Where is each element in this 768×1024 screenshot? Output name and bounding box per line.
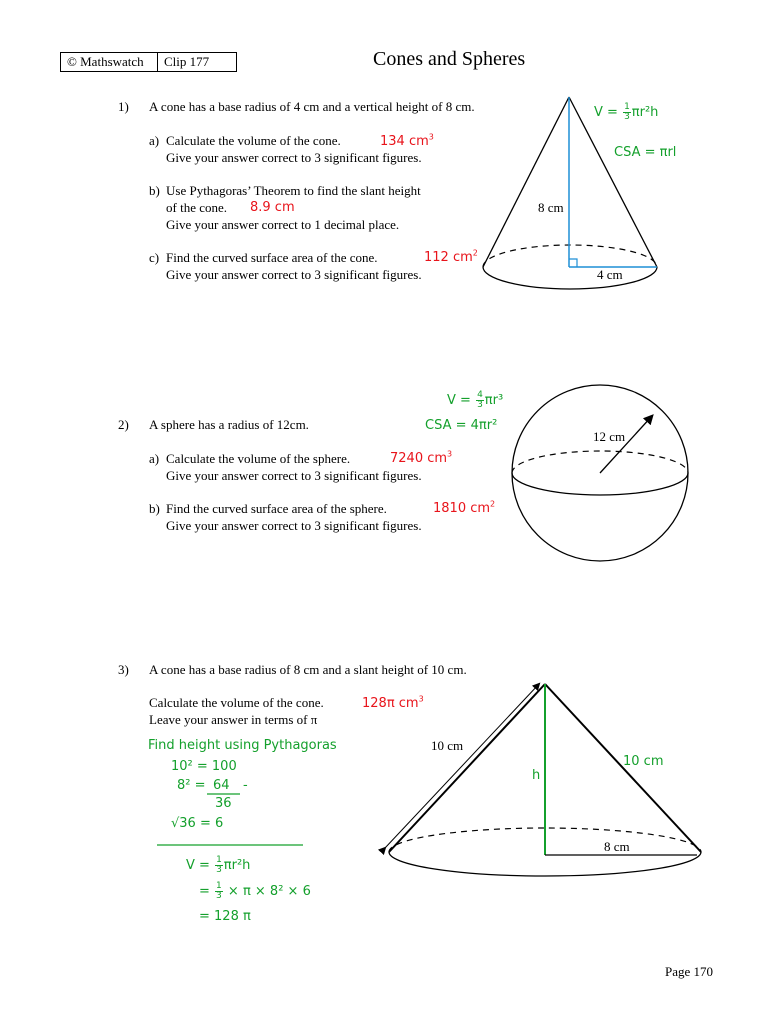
- q3-note: Leave your answer in terms of π: [149, 712, 318, 727]
- q2b-note: Give your answer correct to 3 significant figures.: [166, 518, 422, 533]
- q2-sphere-equator-front: [512, 473, 688, 495]
- q3-slant-dimension-arrow: [385, 684, 539, 848]
- q1c-answer: 112 $cm^2$: [424, 248, 478, 265]
- q3-working-line2-minus: -: [243, 778, 248, 793]
- q3-number: 3): [118, 662, 129, 677]
- q2-volume-formula: V = $\frac{4}{3}$ πr³: [447, 390, 504, 410]
- q1b-answer: 8.9 cm: [250, 200, 295, 215]
- q1a-text: Calculate the volume of the cone.: [166, 133, 341, 148]
- q3-working-line2-value: 64: [213, 778, 230, 793]
- q1-csa-formula: CSA = πrl: [614, 145, 677, 160]
- clip-label: Clip 177: [164, 54, 210, 69]
- q3-working-line5: V = $\frac{1}{3}$ πr²h: [186, 855, 251, 875]
- q2a-answer: 7240 $cm^3$: [390, 449, 453, 466]
- q1-cone-base-back: [483, 245, 657, 267]
- q3-answer: 128π $cm^3$: [362, 694, 424, 711]
- q1-cone-base-front: [483, 267, 657, 289]
- q2-diagram-radius-label: 12 cm: [593, 429, 626, 444]
- q1-diagram-radius-label: 4 cm: [597, 267, 623, 282]
- q3-working-line4: √36 = 6: [171, 816, 224, 831]
- q3-diagram-slant-left-label: 10 cm: [431, 738, 464, 753]
- q2a-label: a): [149, 451, 160, 466]
- q3-cone-left-edge: [389, 684, 545, 852]
- q1b-label: b): [149, 183, 160, 198]
- q1c-note: Give your answer correct to 3 significant figures.: [166, 267, 422, 282]
- q2b-text: Find the curved surface area of the sphere.: [166, 501, 387, 516]
- q2-csa-formula: CSA = 4πr²: [425, 418, 498, 433]
- q1-text: A cone has a base radius of 4 cm and a vertical height of 8 cm.: [149, 99, 475, 114]
- q2a-text: Calculate the volume of the sphere.: [166, 451, 351, 466]
- q3-text: A cone has a base radius of 8 cm and a slant height of 10 cm.: [149, 662, 467, 677]
- q2b-label: b): [149, 501, 160, 516]
- q3-diagram-radius-label: 8 cm: [604, 839, 630, 854]
- q3-working-line6: = $\frac{1}{3}$ × π × 8² × 6: [199, 881, 311, 901]
- q3-cone-right-edge: [545, 684, 701, 852]
- q1a-note: Give your answer correct to 3 significant figures.: [166, 150, 422, 165]
- q3-working-line1: 10² = 100: [171, 759, 237, 774]
- page-title: Cones and Spheres: [373, 48, 526, 70]
- publisher-label: © Mathswatch: [61, 53, 158, 71]
- page-number: Page 170: [665, 964, 714, 979]
- q1c-label: c): [149, 250, 160, 265]
- q1-number: 1): [118, 99, 129, 114]
- q2-sphere-equator-back: [512, 451, 688, 473]
- q1a-label: a): [149, 133, 160, 148]
- q1-cone-right-edge: [569, 97, 657, 267]
- q1b-text-line2: of the cone.: [166, 200, 228, 215]
- q1a-answer: 134 $cm^3$: [380, 132, 434, 149]
- q3-diagram-slant-right-label: 10 cm: [623, 754, 664, 769]
- q1b-note: Give your answer correct to 1 decimal place.: [166, 217, 400, 232]
- q3-cone-diagram: [385, 684, 701, 876]
- q2-sphere-diagram: [512, 385, 688, 561]
- q1-diagram-height-label: 8 cm: [538, 200, 564, 215]
- q3-working-line7: = 128 π: [199, 909, 251, 924]
- q1b-text-line1: Use Pythagoras’ Theorem to find the slant height: [166, 183, 421, 198]
- q2a-note: Give your answer correct to 3 significant figures.: [166, 468, 422, 483]
- q3-task: Calculate the volume of the cone.: [149, 695, 324, 710]
- q1-right-angle-mark: [569, 259, 577, 267]
- q2-sphere-radius-arrow: [600, 416, 652, 473]
- q1-cone-diagram: [483, 97, 657, 289]
- q3-diagram-height-label: h: [532, 768, 541, 783]
- q2b-answer: 1810 $cm^2$: [433, 499, 496, 516]
- q1c-text: Find the curved surface area of the cone.: [166, 250, 378, 265]
- q3-working-line2: 8² =: [177, 778, 206, 793]
- q3-working-title: Find height using Pythagoras: [148, 738, 337, 753]
- q1-volume-formula: V = $\frac{1}{3}$ πr²h: [594, 102, 659, 122]
- q1-cone-left-edge: [483, 97, 569, 267]
- q3-working-line3: 36: [215, 796, 232, 811]
- q2-number: 2): [118, 417, 129, 432]
- q2-text: A sphere has a radius of 12cm.: [149, 417, 309, 432]
